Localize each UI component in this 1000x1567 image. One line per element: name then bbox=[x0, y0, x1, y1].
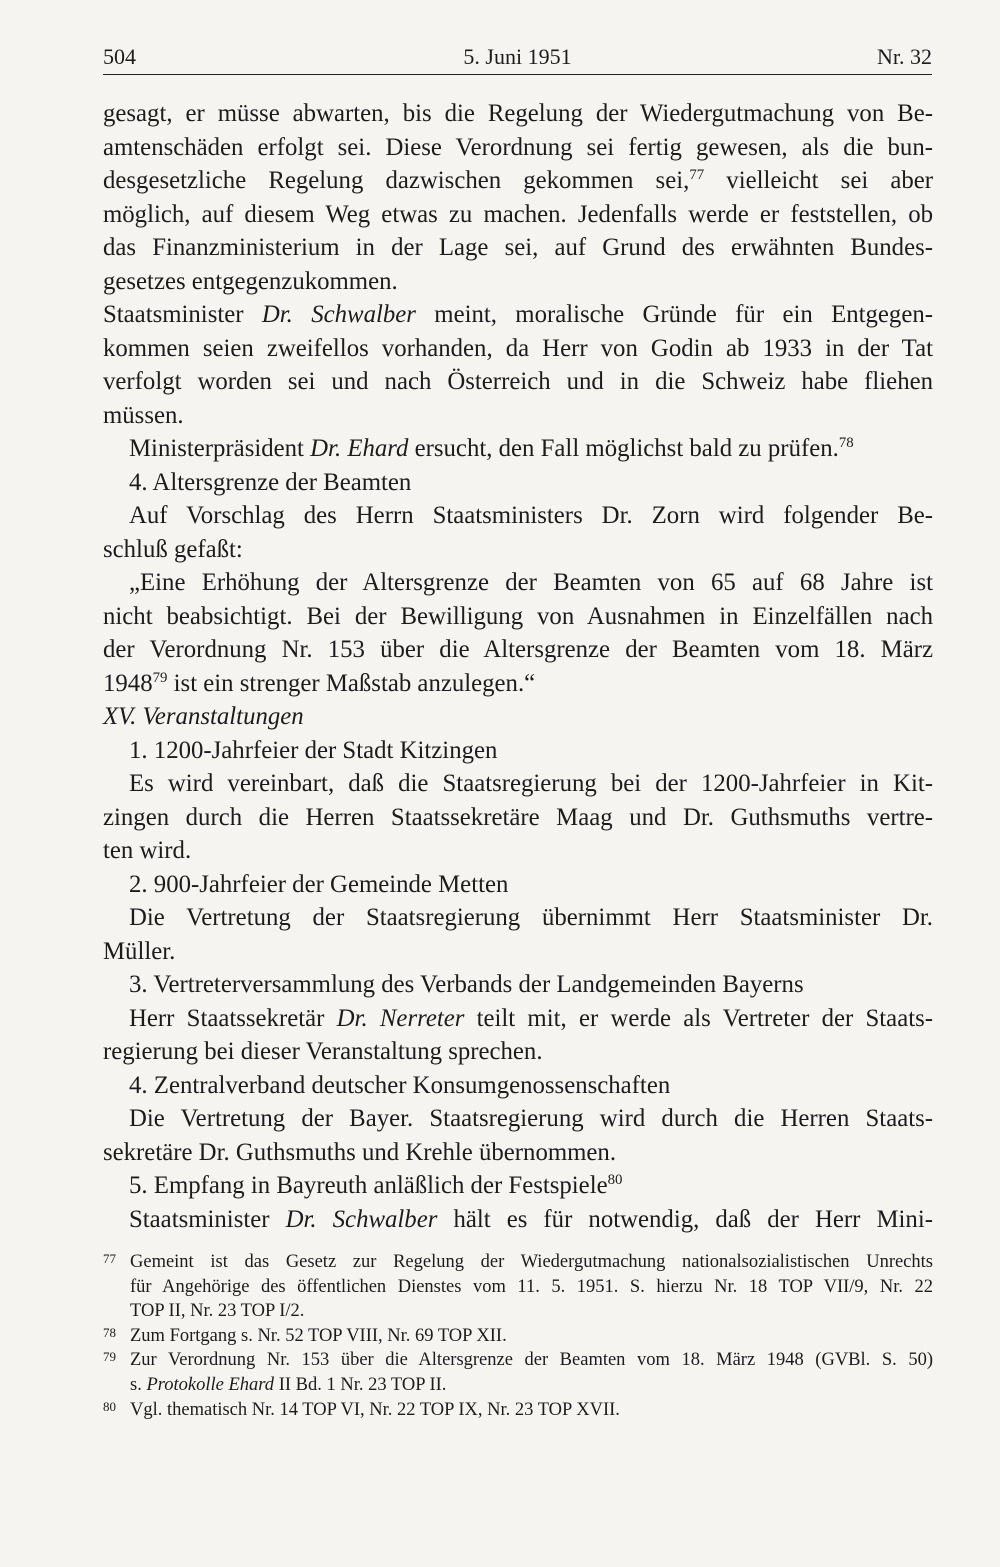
footnote-80: 80 Vgl. thematisch Nr. 14 TOP VI, Nr. 22 TOP IX, Nr. 23 TOP XVII. bbox=[103, 1398, 620, 1420]
text-line: Staatsminister Dr. Schwalber hält es für notwendig, daß der Herr Mini- bbox=[129, 1205, 933, 1233]
text-line: das Finanzministerium in der Lage sei, auf Grund des erwähnten Bundes- bbox=[103, 234, 933, 261]
publication-title: Protokolle Ehard bbox=[146, 1374, 275, 1395]
agenda-item-title: 4. Zentralverband deutscher Konsumgenossenschaften bbox=[129, 1071, 671, 1099]
text-line: „Eine Erhöhung der Altersgrenze der Beamten von 65 auf 68 Jahre ist bbox=[129, 569, 933, 596]
text-line: Staatsminister Dr. Schwalber meint, moralische Gründe für ein Entgegen- bbox=[103, 301, 933, 328]
paragraph bbox=[103, 901, 933, 968]
footnote-77: 77 Gemeint ist das Gesetz zur Regelung der Wiedergutmachung nationalsozialistischen Unrechts für Angehörige des öffentlichen Dienstes vom 11. 5. 1951. S. hierzu Nr. 18 TOP VII/9, Nr. 22 TOP II, Nr. 23 TOP I/2. bbox=[103, 1251, 933, 1322]
text-line: gesetzes entgegenzukommen. bbox=[103, 267, 398, 295]
text-line: Die Vertretung der Bayer. Staatsregierung wird durch die Herren Staats- bbox=[129, 1105, 933, 1132]
text-line: Es wird vereinbart, daß die Staatsregierung bei der 1200-Jahrfeier in Kit- bbox=[129, 770, 933, 797]
footnote-ref[interactable]: 79 bbox=[152, 669, 168, 686]
text-line: gesagt, er müsse abwarten, bis die Regelung der Wiedergutmachung von Be- bbox=[103, 100, 933, 127]
paragraph bbox=[103, 499, 933, 566]
page-number: 504 bbox=[103, 44, 136, 69]
text-line: amtenschäden erfolgt sei. Diese Verordnung sei fertig gewesen, als die bun- bbox=[103, 133, 933, 161]
text-line: nicht beabsichtigt. Bei der Bewilligung von Ausnahmen in Einzelfällen nach bbox=[103, 602, 933, 630]
text-line: möglich, auf diesem Weg etwas zu machen. Jedenfalls werde er feststellen, ob bbox=[103, 200, 933, 228]
person-name: Dr. Ehard bbox=[310, 435, 409, 462]
paragraph bbox=[103, 432, 933, 466]
text-line: zingen durch die Herren Staatssekretäre Maag und Dr. Guthsmuths vertre- bbox=[103, 803, 933, 831]
footnote-ref[interactable]: 77 bbox=[689, 167, 705, 184]
text-line: Müller. bbox=[103, 937, 176, 965]
person-name: Dr. Nerreter bbox=[336, 1004, 465, 1032]
footnote-ref[interactable]: 80 bbox=[607, 1172, 623, 1189]
person-name: Dr. Schwalber bbox=[261, 301, 416, 328]
paragraph bbox=[103, 298, 933, 432]
document-number: Nr. 32 bbox=[877, 44, 932, 69]
text-line: ten wird. bbox=[103, 837, 192, 864]
text-line: der Verordnung Nr. 153 über die Altersgrenze der Beamten vom 18. März bbox=[103, 636, 933, 663]
text-line: Auf Vorschlag des Herrn Staatsministers Dr. Zorn wird folgender Be- bbox=[129, 502, 933, 529]
text-line: regierung bei dieser Veranstaltung sprechen. bbox=[103, 1038, 543, 1065]
text-line: Ministerpräsident Dr. Ehard ersucht, den Fall möglichst bald zu prüfen.$^{78}$ bbox=[129, 435, 854, 462]
agenda-item-title: 1. 1200-Jahrfeier der Stadt Kitzingen bbox=[129, 736, 498, 764]
footnote-ref[interactable]: 78 bbox=[838, 435, 854, 452]
paragraph bbox=[103, 1203, 933, 1237]
agenda-item-title: 2. 900-Jahrfeier der Gemeinde Metten bbox=[129, 870, 509, 898]
footnote-79: 79 Zur Verordnung Nr. 153 über die Altersgrenze der Beamten vom 18. März 1948 (GVBl. S. 50) s. Protokolle Ehard II Bd. 1 Nr. 23 TOP II. bbox=[103, 1349, 933, 1395]
paragraph bbox=[103, 1102, 933, 1169]
section-heading: XV. Veranstaltungen bbox=[103, 703, 304, 730]
footnote-78: 78 Zum Fortgang s. Nr. 52 TOP VIII, Nr. 69 TOP XII. bbox=[103, 1324, 507, 1346]
text-line: sekretäre Dr. Guthsmuths und Krehle übernommen. bbox=[103, 1138, 617, 1166]
paragraph bbox=[103, 1002, 933, 1069]
text-line: Herr Staatssekretär Dr. Nerreter teilt mit, er werde als Vertreter der Staats- bbox=[129, 1004, 933, 1032]
text-line: kommen seien zweifellos vorhanden, da Herr von Godin ab 1933 in der Tat bbox=[103, 334, 933, 362]
text-line: desgesetzliche Regelung dazwischen gekommen sei,$^{77}$ vielleicht sei aber bbox=[103, 167, 934, 194]
agenda-item-title: 4. Altersgrenze der Beamten bbox=[129, 468, 412, 496]
page-header bbox=[103, 44, 932, 75]
text-line: schluß gefaßt: bbox=[103, 535, 243, 563]
person-name: Dr. Schwalber bbox=[285, 1205, 438, 1233]
paragraph bbox=[103, 767, 933, 868]
paragraph bbox=[103, 97, 933, 298]
text-line: Die Vertretung der Staatsregierung übernimmt Herr Staatsminister Dr. bbox=[129, 904, 933, 931]
resolution-quote bbox=[103, 566, 933, 700]
text-line: müssen. bbox=[103, 401, 184, 429]
agenda-item-title: 5. Empfang in Bayreuth anläßlich der Festspiele$^{80}$ bbox=[129, 1172, 623, 1199]
agenda-item-title: 3. Vertreterversammlung des Verbands der Landgemeinden Bayerns bbox=[129, 971, 804, 998]
body-text bbox=[103, 97, 933, 1236]
text-line: verfolgt worden sei und nach Österreich und in die Schweiz habe fliehen bbox=[103, 368, 933, 395]
footnotes bbox=[103, 1250, 933, 1422]
text-line: 1948$^{79}$ ist ein strenger Maßstab anzulegen.“ bbox=[103, 669, 536, 697]
header-date: 5. Juni 1951 bbox=[463, 44, 572, 69]
